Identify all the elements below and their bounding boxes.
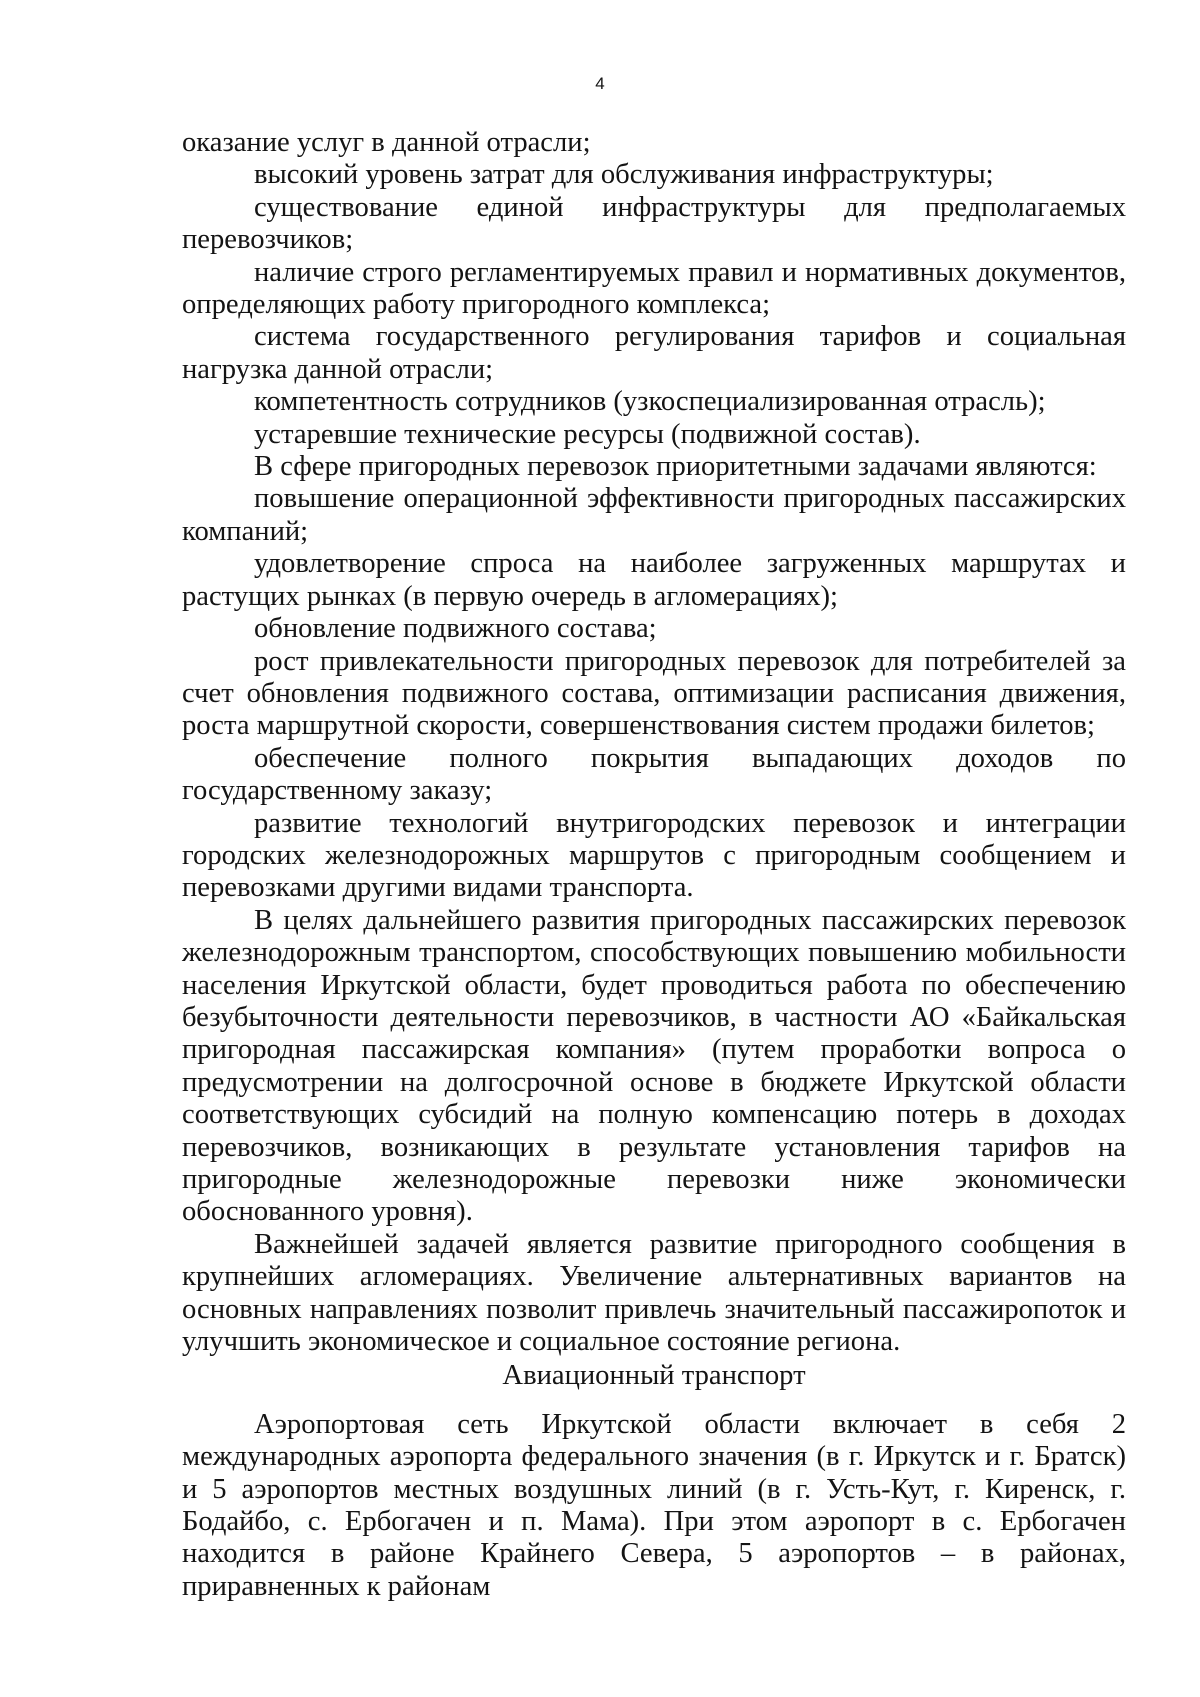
page-number: 4	[595, 74, 605, 93]
paragraph: В сфере пригородных перевозок приоритетными задачами являются:	[254, 451, 1097, 483]
section-heading: Авиационный транспорт	[502, 1360, 806, 1392]
paragraph: Важнейшей задачей является развитие пригородного сообщения в крупнейших агломерациях. Увеличение альтернативных вариантов на основных направлениях позволит привлечь значительный пассажиропоток и улучшить экономическое и социальное состояние региона.	[182, 1228, 1126, 1358]
paragraph: существование единой инфраструктуры для предполагаемых перевозчиков;	[182, 191, 1126, 256]
paragraph: обновление подвижного состава;	[254, 613, 657, 645]
paragraph: система государственного регулирования тарифов и социальная нагрузка данной отрасли;	[182, 321, 1126, 385]
paragraph: В целях дальнейшего развития пригородных пассажирских перевозок железнодорожным транспортом, способствующих повышению мобильности населения Иркутской области, будет проводиться работа по обеспечению безубыточности деятельности перевозчиков, в частности АО «Байкальская пригородная пассажирская компания» (путем проработки вопроса о предусмотрении на долгосрочной основе в бюджете Иркутской области соответствующих субсидий на полную компенсацию потерь в доходах перевозчиков, возникающих в результате установления тарифов на пригородные железнодорожные перевозки ниже экономически обоснованного уровня).	[182, 904, 1126, 1228]
paragraph: рост привлекательности пригородных перевозок для потребителей за счет обновления подвижного состава, оптимизации расписания движения, роста маршрутной скорости, совершенствования систем продажи билетов;	[182, 645, 1126, 742]
paragraph: развитие технологий внутригородских перевозок и интеграции городских железнодорожных маршрутов с пригородным сообщением и перевозками другими видами транспорта.	[182, 807, 1126, 904]
document-body	[182, 127, 1126, 1603]
paragraph: удовлетворение спроса на наиболее загруженных маршрутах и растущих рынках (в первую очередь в агломерациях);	[182, 548, 1126, 612]
paragraph: обеспечение полного покрытия выпадающих доходов по государственному заказу;	[182, 742, 1126, 807]
paragraph: высокий уровень затрат для обслуживания инфраструктуры;	[254, 159, 994, 191]
paragraph: Аэропортовая сеть Иркутской области включает в себя 2 международных аэропорта федерального значения (в г. Иркутск и г. Братск) и 5 аэропортов местных воздушных линий (в г. Усть-Кут, г. Киренск, г. Бодайбо, с. Ербогачен и п. Мама). При этом аэропорт в с. Ербогачен находится в районе Крайнего Севера, 5 аэропортов – в районах, приравненных к районам	[182, 1408, 1126, 1602]
paragraph: наличие строго регламентируемых правил и нормативных документов, определяющих работу пригородного комплекса;	[182, 256, 1126, 321]
paragraph: повышение операционной эффективности пригородных пассажирских компаний;	[182, 483, 1126, 547]
paragraph: устаревшие технические ресурсы (подвижной состав).	[254, 418, 921, 450]
paragraph: компетентность сотрудников (узкоспециализированная отрасль);	[254, 386, 1046, 418]
paragraph: оказание услуг в данной отрасли;	[182, 127, 591, 158]
